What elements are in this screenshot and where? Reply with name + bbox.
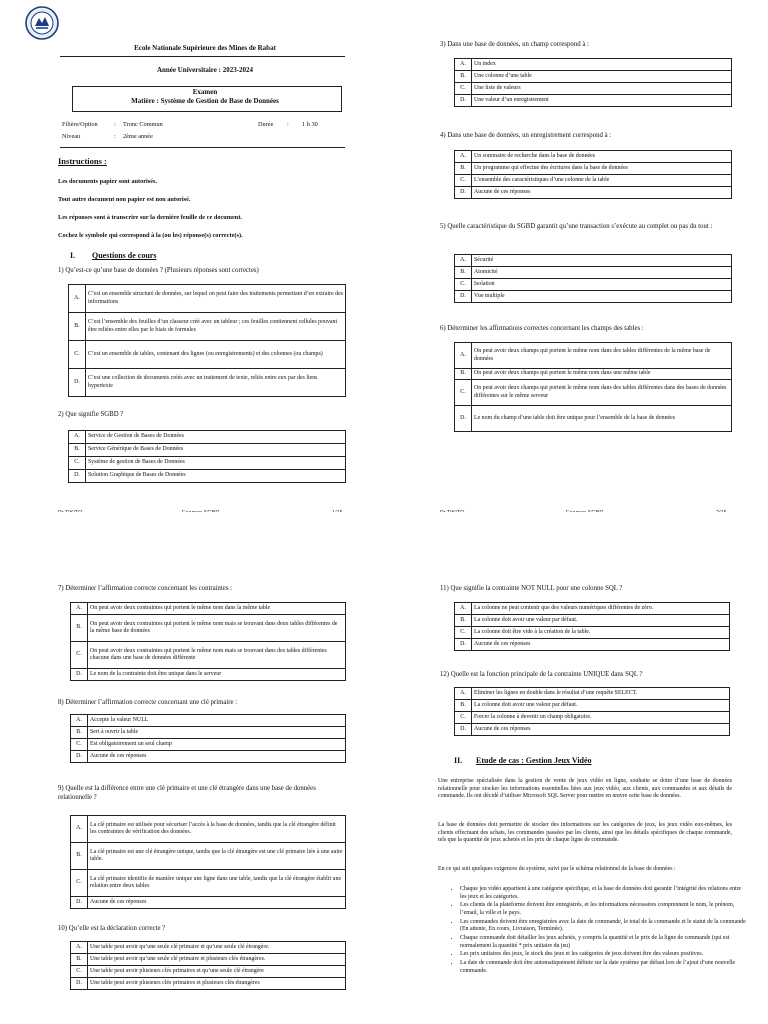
- option-text: Sécurité: [472, 255, 732, 267]
- question-11: 11) Que signifie la contrainte NOT NULL pour une colonne SQL ?: [440, 585, 623, 592]
- duree-value: 1 h 30: [302, 121, 318, 128]
- option-letter[interactable]: A.: [71, 816, 88, 843]
- question-5-options: [454, 254, 732, 303]
- niveau-label: Niveau: [62, 133, 81, 140]
- option-row[interactable]: [71, 751, 346, 763]
- instructions-title: Instructions :: [58, 156, 107, 166]
- option-text: Aucune de ces réponses: [88, 897, 346, 909]
- question-1: 1) Qu’est-ce qu’une base de données ? (Plusieurs réponses sont correctes): [58, 267, 259, 274]
- option-row[interactable]: [455, 603, 730, 615]
- option-letter[interactable]: D.: [455, 724, 472, 736]
- section-2-number: II.: [454, 756, 463, 765]
- option-letter[interactable]: B.: [71, 954, 88, 966]
- case-paragraph-2: La base de données doit permettre de stocker des informations sur les catégories de jeux, les jeux vidéo eux-mêmes, les clients effectuant des achats, les commandes passées par les clients, ainsi que les détails spécifiques de chaque commande, tels que la quantité de jeux achetés et les prix de chaque ligne de commande.: [438, 822, 732, 844]
- school-name: Ecole Nationale Supérieure des Mines de Rabat: [134, 44, 276, 52]
- option-row[interactable]: [69, 341, 346, 369]
- option-row[interactable]: [455, 279, 732, 291]
- instruction-line: Les documents papier sont autorisés.: [58, 178, 158, 185]
- requirement-item: • Chaque jeu vidéo appartient à une catégorie spécifique, et la base de données doit garantir l’intégrité des relations entre les jeux et les catégories.: [460, 886, 746, 901]
- option-row[interactable]: [71, 615, 346, 642]
- option-text: La colonne ne peut contenir que des valeurs numériques différentes de zéro.: [472, 603, 730, 615]
- question-3-options: [454, 58, 732, 107]
- option-row[interactable]: [455, 83, 732, 95]
- option-row[interactable]: [455, 151, 732, 163]
- option-letter[interactable]: C.: [69, 457, 86, 470]
- requirement-item: • Les clients de la plateforme doivent être enregistrés, et les informations nécessaires comprennent le nom, le prénom, l’email, la ville et le pays.: [460, 902, 746, 917]
- option-row[interactable]: [71, 870, 346, 897]
- option-row[interactable]: [455, 688, 730, 700]
- school-logo: [25, 6, 59, 40]
- question-6: 6) Déterminer les affirmations correctes concernant les champs des tables :: [440, 325, 644, 332]
- option-letter[interactable]: B.: [455, 267, 472, 279]
- question-3: 3) Dans une base de données, un champ correspond à :: [440, 41, 589, 48]
- option-row[interactable]: [71, 942, 346, 954]
- option-text: Une table peut avoir plusieurs clés primaires et qu’une seule clé étrangère: [88, 966, 346, 978]
- option-text: On peut avoir deux contraintes qui portent le même nom mais se trouvant dans deux tables différentes de la même base de données: [88, 615, 346, 642]
- question-2: 2) Que signifie SGBD ?: [58, 411, 124, 418]
- option-text: Eliminer les lignes en double dans le résultat d’une requête SELECT.: [472, 688, 730, 700]
- option-text: La clé primaire identifie de manière unique une ligne dans une table, tandis que la clé étrangère établit une relation entre deux tables: [88, 870, 346, 897]
- question-12-options: [454, 687, 730, 736]
- option-letter[interactable]: B.: [455, 71, 472, 83]
- option-letter[interactable]: A.: [71, 603, 88, 615]
- option-text: Forcer la colonne à devenir un champ obligatoire.: [472, 712, 730, 724]
- option-text: Le nom de la contrainte doit être unique dans le serveur: [88, 669, 346, 681]
- option-row[interactable]: [71, 966, 346, 978]
- option-letter[interactable]: A.: [455, 255, 472, 267]
- option-letter[interactable]: C.: [71, 870, 88, 897]
- option-text: Sert à ouvrir la table: [88, 727, 346, 739]
- option-row[interactable]: [455, 712, 730, 724]
- option-text: Un sommaire de recherche dans la base de données: [472, 151, 732, 163]
- section-1-title: Questions de cours: [92, 251, 157, 260]
- question-4: 4) Dans une base de données, un enregistrement correspond à :: [440, 132, 612, 139]
- option-letter[interactable]: D.: [455, 95, 472, 107]
- option-letter[interactable]: C.: [455, 627, 472, 639]
- option-letter[interactable]: C.: [71, 966, 88, 978]
- option-text: La clé primaire est une clé étrangère unique, tandis que la clé étrangère est une clé primaire liée à une autre table.: [88, 843, 346, 870]
- requirements-list: [446, 886, 746, 976]
- question-12: 12) Quelle est la fonction principale de la contrainte UNIQUE dans SQL ?: [440, 671, 643, 678]
- option-row[interactable]: [455, 700, 730, 712]
- option-row[interactable]: [69, 470, 346, 483]
- option-letter[interactable]: A.: [455, 343, 472, 369]
- question-2-options: [68, 430, 346, 483]
- option-row[interactable]: [71, 715, 346, 727]
- option-row[interactable]: [455, 343, 732, 369]
- requirement-item: • Les prix unitaires des jeux, le stock des jeux et les catégories de jeux doivent être des valeurs positives.: [460, 951, 746, 959]
- option-letter[interactable]: A.: [71, 715, 88, 727]
- question-1-options: [68, 284, 346, 397]
- option-row[interactable]: [455, 255, 732, 267]
- exam-label: Examen: [192, 88, 218, 96]
- option-text: C’est un ensemble de tables, contenant des lignes (ou enregistrements) et des colonnes (ou champs): [86, 341, 346, 369]
- option-text: On peut avoir deux champs qui portent le même nom dans des tables différentes dans des bases de données différentes sur le même serveur: [472, 380, 732, 406]
- option-text: Une table peut avoir qu’une seule clé primaire et plusieurs clés étrangères.: [88, 954, 346, 966]
- option-row[interactable]: [455, 95, 732, 107]
- requirement-item: • La date de commande doit être automatiquement définie sur la date système par défaut lors de l’ajout d’une nouvelle commande.: [460, 960, 746, 975]
- option-text: Service Générique de Bases de Données: [86, 444, 346, 457]
- option-letter[interactable]: D.: [71, 978, 88, 990]
- option-text: Le nom du champ d’une table doit être unique pour l’ensemble de la base de données: [472, 406, 732, 432]
- filiere-sep: :: [114, 121, 116, 128]
- option-row[interactable]: [71, 954, 346, 966]
- option-row[interactable]: [69, 444, 346, 457]
- option-row[interactable]: [455, 724, 730, 736]
- option-row[interactable]: [71, 642, 346, 669]
- case-paragraph-3: En ce qui suit quelques exigences du système, suivi par le schéma relationnel de la base de données :: [438, 866, 676, 872]
- instruction-line: Les réponses sont à transcrire sur la dernière feuille de ce document.: [58, 214, 242, 221]
- option-text: La colonne doit être vide à la création de la table.: [472, 627, 730, 639]
- option-row[interactable]: [71, 978, 346, 990]
- option-letter[interactable]: D.: [69, 470, 86, 483]
- option-row[interactable]: [455, 187, 732, 199]
- duree-sep: :: [287, 121, 289, 128]
- option-letter[interactable]: A.: [71, 942, 88, 954]
- option-row[interactable]: [455, 291, 732, 303]
- option-text: Atomicité: [472, 267, 732, 279]
- option-row[interactable]: [455, 267, 732, 279]
- option-text: Une table peut avoir qu’une seule clé primaire et qu’une seule clé étrangère.: [88, 942, 346, 954]
- option-row[interactable]: [455, 175, 732, 187]
- option-text: La clé primaire est utilisée pour sécuriser l’accès à la base de données, tandis que la clé étrangère définit les contraintes de vérification des données.: [88, 816, 346, 843]
- option-letter[interactable]: D.: [71, 669, 88, 681]
- option-row[interactable]: [455, 71, 732, 83]
- niveau-sep: :: [114, 133, 116, 140]
- instruction-line: Tout autre document non papier est non autorisé.: [58, 196, 191, 203]
- option-letter[interactable]: B.: [455, 700, 472, 712]
- option-letter[interactable]: D.: [455, 187, 472, 199]
- page-3: [0, 512, 384, 1024]
- option-text: Un index: [472, 59, 732, 71]
- option-letter[interactable]: C.: [71, 739, 88, 751]
- option-letter[interactable]: A.: [455, 59, 472, 71]
- subject-label: Matière : Système de Gestion de Base de Données: [131, 97, 279, 105]
- page-1: [0, 0, 384, 512]
- question-8-options: [70, 714, 346, 763]
- option-text: On peut avoir deux champs qui portent le même nom dans des tables différentes de la même base de données: [472, 343, 732, 369]
- niveau-value: 2ème année: [123, 133, 153, 140]
- option-letter[interactable]: B.: [69, 313, 86, 341]
- option-row[interactable]: [455, 615, 730, 627]
- duree-label: Durée: [258, 121, 274, 128]
- header-rule: [60, 56, 345, 57]
- question-8: 8) Déterminer l’affirmation correcte concernant une clé primaire :: [58, 699, 238, 706]
- option-letter[interactable]: B.: [455, 163, 472, 175]
- option-letter[interactable]: C.: [455, 712, 472, 724]
- option-row[interactable]: [71, 669, 346, 681]
- option-letter[interactable]: B.: [71, 727, 88, 739]
- question-4-options: [454, 150, 732, 199]
- question-7-options: [70, 602, 346, 681]
- option-text: C’est un ensemble structuré de données, sur lequel on peut faire des traitements permettant d’en extraire des informations: [86, 285, 346, 313]
- section-1-number: I.: [70, 251, 76, 260]
- section-2-title: Etude de cas : Gestion Jeux Vidéo: [476, 756, 592, 765]
- option-text: Aucune de ces réponses: [472, 639, 730, 651]
- option-letter[interactable]: C.: [455, 175, 472, 187]
- option-row[interactable]: [69, 369, 346, 397]
- option-row[interactable]: [455, 369, 732, 380]
- option-letter[interactable]: B.: [455, 369, 472, 380]
- option-letter[interactable]: A.: [69, 285, 86, 313]
- option-letter[interactable]: D.: [71, 897, 88, 909]
- option-row[interactable]: [71, 727, 346, 739]
- filiere-value: Tronc Commun: [123, 121, 163, 128]
- option-row[interactable]: [455, 639, 730, 651]
- option-row[interactable]: [455, 59, 732, 71]
- question-7: 7) Déterminer l’affirmation correcte concernant les contraintes :: [58, 585, 233, 592]
- option-text: Accepte la valeur NULL: [88, 715, 346, 727]
- option-letter[interactable]: A.: [455, 688, 472, 700]
- option-text: Système de gestion de Bases de Données: [86, 457, 346, 470]
- page-2: [384, 0, 768, 512]
- option-text: Solution Graphique de Bases de Données: [86, 470, 346, 483]
- option-text: On peut avoir deux contraintes qui portent le même nom mais se trouvant dans des tables différentes chacune dans une base de données différente: [88, 642, 346, 669]
- question-9: 9) Quelle est la différence entre une clé primaire et une clé étrangère dans une base de données relationnelle ?: [58, 785, 316, 802]
- option-row[interactable]: [455, 406, 732, 432]
- option-row[interactable]: [69, 431, 346, 444]
- option-text: Une table peut avoir plusieurs clés primaires et plusieurs clés étrangères: [88, 978, 346, 990]
- header-rule-2: [60, 147, 345, 148]
- option-text: Isolation: [472, 279, 732, 291]
- option-letter[interactable]: C.: [455, 83, 472, 95]
- option-text: Une liste de valeurs: [472, 83, 732, 95]
- option-text: L’ensemble des caractéristiques d’une colonne de la table: [472, 175, 732, 187]
- question-9-options: [70, 815, 346, 909]
- option-text: Service de Gestion de Bases de Données: [86, 431, 346, 444]
- option-row[interactable]: [71, 603, 346, 615]
- option-row[interactable]: [69, 457, 346, 470]
- case-paragraph-1: Une entreprise spécialisée dans la gestion de vente de jeux vidéo en ligne, souhaite se doter d’une base de données relationnelle pour stocker les informations essentielles liées aux jeux vidéo, aux clients, aux commandes et aux détails de commande. Ils ont décidé d’utiliser Microsoft SQL Server pour mettre en œuvre cette base de données.: [438, 778, 732, 800]
- option-text: Aucune de ces réponses: [472, 724, 730, 736]
- option-letter[interactable]: C.: [455, 380, 472, 406]
- option-text: Un programme qui effectue des écritures dans la base de données: [472, 163, 732, 175]
- option-text: La colonne doit avoir une valeur par défaut.: [472, 615, 730, 627]
- option-text: On peut avoir deux champs qui portent le même nom dans une même table: [472, 369, 732, 380]
- option-text: Aucune de ces réponses: [88, 751, 346, 763]
- option-row[interactable]: [455, 380, 732, 406]
- option-text: Une valeur d’un enregistrement: [472, 95, 732, 107]
- option-letter[interactable]: D.: [455, 639, 472, 651]
- requirement-item: • Chaque commande doit détailler les jeux achetés, y compris la quantité et le prix de la ligne de commande (qui est normalement la quantité * prix unitaire du jeu): [460, 935, 746, 950]
- option-text: La colonne doit avoir une valeur par défaut.: [472, 700, 730, 712]
- option-letter[interactable]: A.: [69, 431, 86, 444]
- option-text: On peut avoir deux contraintes qui portent le même nom dans la même table: [88, 603, 346, 615]
- option-row[interactable]: [69, 313, 346, 341]
- option-letter[interactable]: C.: [69, 341, 86, 369]
- option-text: Aucune de ces réponses: [472, 187, 732, 199]
- option-letter[interactable]: B.: [71, 615, 88, 642]
- option-letter[interactable]: A.: [455, 603, 472, 615]
- question-10: 10) Qu’elle est la déclaration correcte ?: [58, 925, 166, 932]
- option-letter[interactable]: D.: [455, 291, 472, 303]
- question-10-options: [70, 941, 346, 990]
- question-5: 5) Quelle caractéristique du SGBD garantit qu’une transaction s’exécute au complet ou pas du tout :: [440, 223, 713, 230]
- option-text: Une colonne d’une table: [472, 71, 732, 83]
- option-text: Est obligatoirement un seul champ: [88, 739, 346, 751]
- option-letter[interactable]: B.: [455, 615, 472, 627]
- academic-year: Année Universitaire : 2023-2024: [156, 66, 254, 74]
- option-row[interactable]: [455, 163, 732, 175]
- question-11-options: [454, 602, 730, 651]
- option-letter[interactable]: A.: [455, 151, 472, 163]
- instruction-line: Cochez le symbole qui correspond à la (ou les) réponse(s) correcte(s).: [58, 232, 243, 239]
- option-text: C’est l’ensemble des feuilles d’un classeur créé avec un tableur ; ces feuilles contiennent cellules pouvant être reliées entre elles par le biais de formules: [86, 313, 346, 341]
- question-6-options: [454, 342, 732, 432]
- option-row[interactable]: [71, 816, 346, 843]
- filiere-label: Filière/Option: [62, 121, 98, 128]
- option-row[interactable]: [69, 285, 346, 313]
- option-letter[interactable]: D.: [71, 751, 88, 763]
- option-letter[interactable]: B.: [69, 444, 86, 457]
- option-row[interactable]: [71, 843, 346, 870]
- option-row[interactable]: [71, 739, 346, 751]
- option-row[interactable]: [455, 627, 730, 639]
- option-text: C’est une collection de documents créés avec un traitement de texte, reliés entre eux par des liens hypertexte: [86, 369, 346, 397]
- requirement-item: • Les commandes doivent être enregistrées avec la date de commande, le total de la commande et le statut de la commande (En attente, En cours, Livraison, Terminée).: [460, 919, 746, 934]
- option-letter[interactable]: C.: [71, 642, 88, 669]
- option-letter[interactable]: B.: [71, 843, 88, 870]
- option-text: Vue multiple: [472, 291, 732, 303]
- option-letter[interactable]: C.: [455, 279, 472, 291]
- option-row[interactable]: [71, 897, 346, 909]
- option-letter[interactable]: D.: [455, 406, 472, 432]
- option-letter[interactable]: D.: [69, 369, 86, 397]
